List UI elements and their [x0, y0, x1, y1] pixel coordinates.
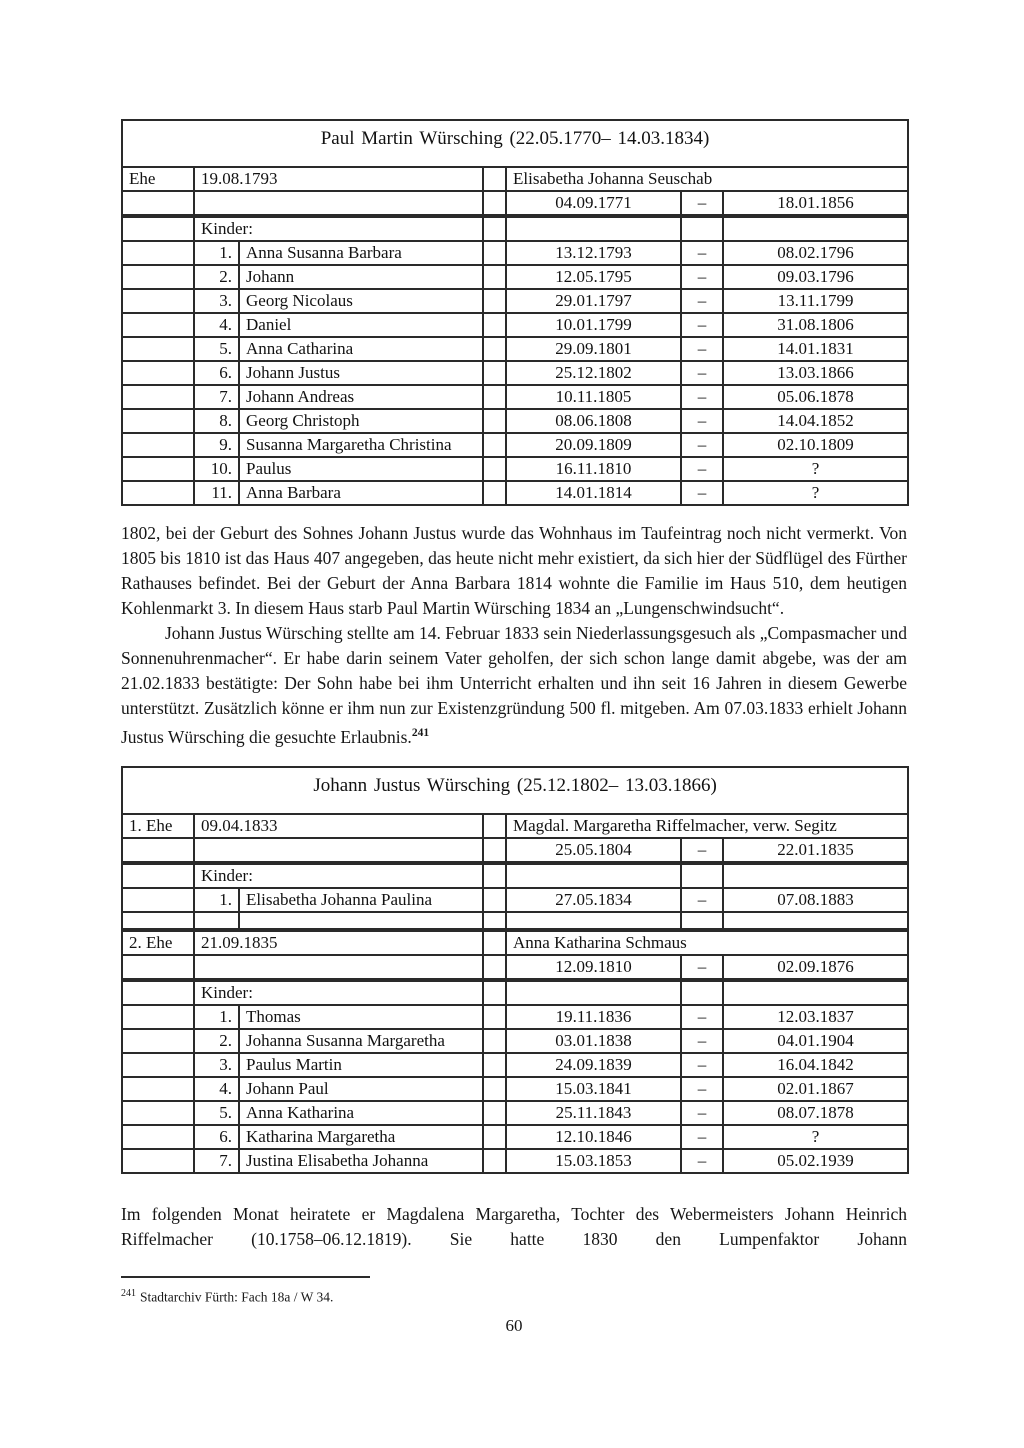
children-heading: Kinder:: [194, 980, 483, 1005]
empty-cell: [122, 191, 194, 216]
child-name: Georg Nicolaus: [239, 289, 483, 313]
death-date: 07.08.1883: [723, 888, 908, 912]
spacer-cell: [483, 863, 506, 888]
empty-cell: [122, 433, 194, 457]
empty-cell: [122, 838, 194, 863]
date-separator: –: [681, 409, 723, 433]
table-row: [122, 191, 908, 216]
spouse-birth-date: 04.09.1771: [506, 191, 681, 216]
marriage-label: Ehe: [122, 167, 194, 191]
spacer-cell: [483, 433, 506, 457]
child-number: 6.: [194, 1125, 239, 1149]
children-heading: Kinder:: [194, 216, 483, 241]
table-row: [122, 216, 908, 241]
death-date: 02.01.1867: [723, 1077, 908, 1101]
child-name: Anna Catharina: [239, 337, 483, 361]
date-separator: –: [681, 1005, 723, 1029]
paragraph-niederlassungsgesuch: [121, 621, 907, 750]
empty-cell: [194, 955, 483, 980]
birth-date: 27.05.1834: [506, 888, 681, 912]
table-row: [122, 955, 908, 980]
death-date: 08.07.1878: [723, 1101, 908, 1125]
date-separator: –: [681, 955, 723, 980]
table-row: [122, 433, 908, 457]
spacer-cell: [483, 385, 506, 409]
child-name: Paulus Martin: [239, 1053, 483, 1077]
child-number: 1.: [194, 888, 239, 912]
birth-date: 29.01.1797: [506, 289, 681, 313]
spacer-cell: [483, 980, 506, 1005]
child-name: Johann Andreas: [239, 385, 483, 409]
child-number: 2.: [194, 1029, 239, 1053]
empty-cell: [723, 216, 908, 241]
birth-date: 14.01.1814: [506, 481, 681, 505]
paragraph-text: Johann Justus Würsching stellte am 14. Februar 1833 sein Niederlassungsgesuch als „Compasmacher und Sonnenuhrenmacher“. Er habe darin seinem Vater geholfen, der sich schon lange damit abgebe, was der am 21.02.1833 bestätigte: Der Sohn habe bei ihm Unterricht erhalten und ihn seit 16 Jahren in diesem Gewerbe unterstützt. Zusätzlich könne er ihm nun zur Existenzgründung 500 fl. mitgeben. Am 07.03.1833 erhielt Johann Justus Würsching die gesuchte Erlaubnis.: [121, 623, 907, 747]
date-separator: –: [681, 1101, 723, 1125]
child-name: Daniel: [239, 313, 483, 337]
spacer-cell: [483, 888, 506, 912]
date-separator: –: [681, 1125, 723, 1149]
child-number: 3.: [194, 289, 239, 313]
date-separator: –: [681, 457, 723, 481]
date-separator: –: [681, 385, 723, 409]
spouse-name: Elisabetha Johanna Seuschab: [506, 167, 908, 191]
birth-date: 24.09.1839: [506, 1053, 681, 1077]
death-date: 13.03.1866: [723, 361, 908, 385]
table-row: [122, 838, 908, 863]
child-name: Justina Elisabetha Johanna: [239, 1149, 483, 1173]
date-separator: –: [681, 361, 723, 385]
table-row: [122, 241, 908, 265]
table-title: Johann Justus Würsching (25.12.1802– 13.03.1866): [122, 767, 908, 814]
child-name: Johanna Susanna Margaretha: [239, 1029, 483, 1053]
date-separator: –: [681, 433, 723, 457]
spacer-cell: [483, 289, 506, 313]
date-separator: –: [681, 1077, 723, 1101]
empty-cell: [122, 980, 194, 1005]
footnote: [121, 1285, 907, 1307]
spacer-cell: [483, 912, 506, 930]
child-name: Paulus: [239, 457, 483, 481]
table-row: [122, 767, 908, 814]
birth-date: 13.12.1793: [506, 241, 681, 265]
footnote-text: Stadtarchiv Fürth: Fach 18a / W 34.: [140, 1289, 334, 1305]
child-name: Katharina Margaretha: [239, 1125, 483, 1149]
empty-cell: [122, 241, 194, 265]
empty-cell: [723, 980, 908, 1005]
empty-cell: [723, 912, 908, 930]
spouse-birth-date: 12.09.1810: [506, 955, 681, 980]
table-row: [122, 481, 908, 505]
empty-cell: [122, 1029, 194, 1053]
marriage-date: 21.09.1835: [194, 930, 483, 955]
spacer-cell: [483, 216, 506, 241]
table-row: [122, 1149, 908, 1173]
empty-cell: [194, 912, 239, 930]
spacer-cell: [483, 1125, 506, 1149]
spouse-death-date: 18.01.1856: [723, 191, 908, 216]
birth-date: 03.01.1838: [506, 1029, 681, 1053]
empty-cell: [506, 216, 681, 241]
empty-cell: [122, 912, 194, 930]
spouse-name: Magdal. Margaretha Riffelmacher, verw. Segitz: [506, 814, 908, 838]
child-name: Elisabetha Johanna Paulina: [239, 888, 483, 912]
spacer-cell: [483, 481, 506, 505]
table-row: [122, 1005, 908, 1029]
family-table-paul-martin-wuersching: [121, 119, 909, 506]
death-date: 04.01.1904: [723, 1029, 908, 1053]
death-date: 05.02.1939: [723, 1149, 908, 1173]
paragraph-text: 1802, bei der Geburt des Sohnes Johann Justus wurde das Wohnhaus im Taufeintrag noch nicht vermerkt. Von 1805 bis 1810 ist das Haus 407 angegeben, das heute nicht mehr existiert, da sich hier der Südflügel des Fürther Rathauses befindet. Bei der Geburt der Anna Barbara 1814 wohnte die Familie im Haus 510, dem heutigen Kohlenmarkt 3. In diesem Haus starb Paul Martin Würsching 1834 an „Lungenschwindsucht“.: [121, 523, 907, 618]
death-date: 14.01.1831: [723, 337, 908, 361]
birth-date: 29.09.1801: [506, 337, 681, 361]
empty-cell: [122, 481, 194, 505]
date-separator: –: [681, 337, 723, 361]
spacer-cell: [483, 337, 506, 361]
birth-date: 08.06.1808: [506, 409, 681, 433]
date-separator: –: [681, 838, 723, 863]
child-name: Georg Christoph: [239, 409, 483, 433]
birth-date: 10.11.1805: [506, 385, 681, 409]
marriage-label: 2. Ehe: [122, 930, 194, 955]
date-separator: –: [681, 241, 723, 265]
empty-cell: [681, 863, 723, 888]
table-row: [122, 1101, 908, 1125]
empty-cell: [122, 1101, 194, 1125]
child-number: 4.: [194, 1077, 239, 1101]
death-date: 31.08.1806: [723, 313, 908, 337]
table-title: Paul Martin Würsching (22.05.1770– 14.03.1834): [122, 120, 908, 167]
empty-cell: [122, 863, 194, 888]
child-number: 10.: [194, 457, 239, 481]
spacer-cell: [483, 313, 506, 337]
spacer-cell: [483, 955, 506, 980]
body-text: [121, 521, 907, 750]
death-date: 14.04.1852: [723, 409, 908, 433]
table-row: [122, 1077, 908, 1101]
spacer-cell: [483, 191, 506, 216]
spacer-cell: [483, 167, 506, 191]
spacer-cell: [483, 814, 506, 838]
empty-cell: [122, 457, 194, 481]
paragraph-text: Im folgenden Monat heiratete er Magdalena Margaretha, Tochter des Webermeisters Johann Heinrich Riffelmacher (10.1758–06.12.1819). Sie hatte 1830 den Lumpenfaktor Johann: [121, 1203, 907, 1249]
death-date: 13.11.1799: [723, 289, 908, 313]
footnote-separator-rule: [121, 1276, 370, 1278]
child-number: 7.: [194, 1149, 239, 1173]
empty-cell: [194, 838, 483, 863]
spacer-cell: [483, 838, 506, 863]
spacer-cell: [483, 361, 506, 385]
death-date: 12.03.1837: [723, 1005, 908, 1029]
table-row: [122, 289, 908, 313]
death-date: ?: [723, 1125, 908, 1149]
spouse-birth-date: 25.05.1804: [506, 838, 681, 863]
spacer-cell: [483, 457, 506, 481]
empty-cell: [122, 1053, 194, 1077]
date-separator: –: [681, 1053, 723, 1077]
date-separator: –: [681, 265, 723, 289]
child-number: 4.: [194, 313, 239, 337]
footnote-reference: 241: [411, 727, 430, 739]
empty-cell: [122, 313, 194, 337]
table-row: [122, 120, 908, 167]
child-name: Johann Paul: [239, 1077, 483, 1101]
child-name: Anna Katharina: [239, 1101, 483, 1125]
table-row: [122, 385, 908, 409]
table-row: [122, 313, 908, 337]
date-separator: –: [681, 289, 723, 313]
date-separator: –: [681, 888, 723, 912]
empty-cell: [723, 863, 908, 888]
empty-cell: [194, 191, 483, 216]
spacer-cell: [483, 1053, 506, 1077]
spacer-cell: [483, 1149, 506, 1173]
table-row: [122, 863, 908, 888]
child-name: Thomas: [239, 1005, 483, 1029]
empty-cell: [506, 980, 681, 1005]
table-row: [122, 888, 908, 912]
child-name: Anna Susanna Barbara: [239, 241, 483, 265]
empty-cell: [122, 265, 194, 289]
child-number: 9.: [194, 433, 239, 457]
death-date: 16.04.1842: [723, 1053, 908, 1077]
empty-cell: [681, 216, 723, 241]
table-row: [122, 930, 908, 955]
empty-cell: [122, 337, 194, 361]
child-number: 11.: [194, 481, 239, 505]
empty-cell: [122, 1149, 194, 1173]
table-row: [122, 361, 908, 385]
footnote-marker: 241: [121, 1287, 136, 1299]
empty-cell: [122, 289, 194, 313]
spacer-cell: [483, 409, 506, 433]
paragraph-heirat: [121, 1202, 907, 1252]
table-row: [122, 409, 908, 433]
empty-cell: [122, 409, 194, 433]
child-name: Anna Barbara: [239, 481, 483, 505]
table-row: [122, 337, 908, 361]
empty-cell: [122, 888, 194, 912]
spacer-cell: [483, 1101, 506, 1125]
table-row: [122, 167, 908, 191]
spouse-death-date: 02.09.1876: [723, 955, 908, 980]
spacer-cell: [483, 241, 506, 265]
spouse-death-date: 22.01.1835: [723, 838, 908, 863]
empty-cell: [122, 385, 194, 409]
birth-date: 25.11.1843: [506, 1101, 681, 1125]
birth-date: 15.03.1841: [506, 1077, 681, 1101]
child-number: 5.: [194, 337, 239, 361]
date-separator: –: [681, 1149, 723, 1173]
death-date: ?: [723, 481, 908, 505]
empty-cell: [122, 216, 194, 241]
table-row: [122, 1029, 908, 1053]
empty-cell: [122, 1077, 194, 1101]
child-number: 5.: [194, 1101, 239, 1125]
table-row: [122, 457, 908, 481]
empty-cell: [506, 863, 681, 888]
table-row: [122, 1053, 908, 1077]
spouse-name: Anna Katharina Schmaus: [506, 930, 908, 955]
empty-cell: [122, 1125, 194, 1149]
death-date: 05.06.1878: [723, 385, 908, 409]
marriage-date: 09.04.1833: [194, 814, 483, 838]
birth-date: 16.11.1810: [506, 457, 681, 481]
empty-cell: [681, 980, 723, 1005]
birth-date: 20.09.1809: [506, 433, 681, 457]
paragraph-wohnhaus: [121, 521, 907, 621]
death-date: ?: [723, 457, 908, 481]
empty-cell: [122, 955, 194, 980]
birth-date: 15.03.1853: [506, 1149, 681, 1173]
birth-date: 12.10.1846: [506, 1125, 681, 1149]
spacer-cell: [483, 1029, 506, 1053]
spacer-cell: [483, 265, 506, 289]
empty-cell: [506, 912, 681, 930]
page-number: 60: [505, 1316, 523, 1336]
birth-date: 25.12.1802: [506, 361, 681, 385]
child-number: 1.: [194, 241, 239, 265]
spacer-cell: [483, 930, 506, 955]
family-table-johann-justus-wuersching: [121, 766, 909, 1174]
table-row: [122, 265, 908, 289]
spacer-cell: [483, 1077, 506, 1101]
birth-date: 19.11.1836: [506, 1005, 681, 1029]
date-separator: –: [681, 313, 723, 337]
spacer-cell: [483, 1005, 506, 1029]
birth-date: 10.01.1799: [506, 313, 681, 337]
empty-cell: [239, 912, 483, 930]
table-row: [122, 814, 908, 838]
marriage-date: 19.08.1793: [194, 167, 483, 191]
marriage-label: 1. Ehe: [122, 814, 194, 838]
empty-cell: [681, 912, 723, 930]
birth-date: 12.05.1795: [506, 265, 681, 289]
child-number: 6.: [194, 361, 239, 385]
child-name: Johann Justus: [239, 361, 483, 385]
child-number: 2.: [194, 265, 239, 289]
death-date: 09.03.1796: [723, 265, 908, 289]
child-number: 3.: [194, 1053, 239, 1077]
child-name: Johann: [239, 265, 483, 289]
empty-cell: [122, 361, 194, 385]
table-row: [122, 1125, 908, 1149]
child-number: 8.: [194, 409, 239, 433]
child-name: Susanna Margaretha Christina: [239, 433, 483, 457]
empty-cell: [122, 1005, 194, 1029]
table-row: [122, 912, 908, 930]
children-heading: Kinder:: [194, 863, 483, 888]
child-number: 7.: [194, 385, 239, 409]
date-separator: –: [681, 1029, 723, 1053]
child-number: 1.: [194, 1005, 239, 1029]
date-separator: –: [681, 481, 723, 505]
table-row: [122, 980, 908, 1005]
death-date: 02.10.1809: [723, 433, 908, 457]
date-separator: –: [681, 191, 723, 216]
death-date: 08.02.1796: [723, 241, 908, 265]
